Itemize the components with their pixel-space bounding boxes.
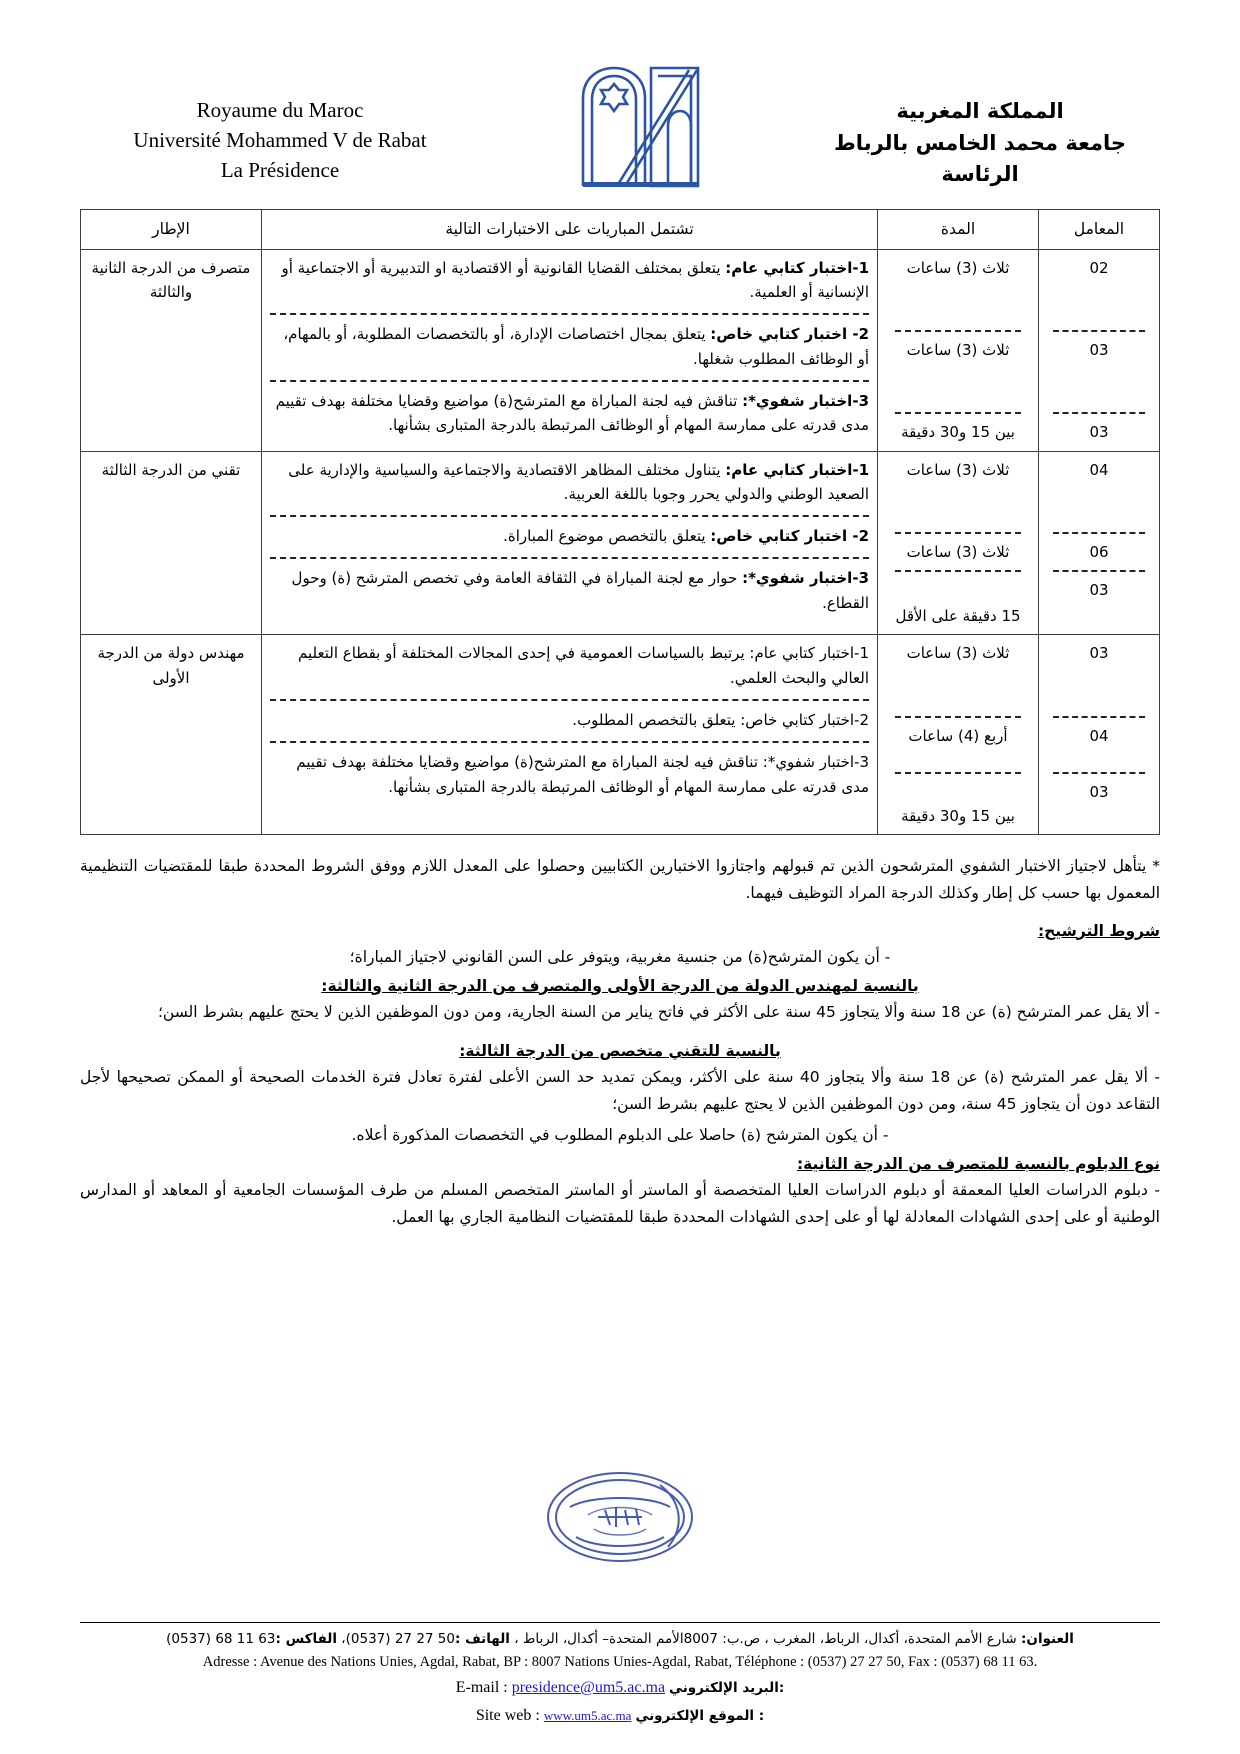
coefficient-value: 04 <box>1089 726 1109 745</box>
coefficient-value: 02 <box>1089 258 1109 277</box>
address-label-ar: العنوان: <box>1021 1631 1074 1648</box>
test-label: 1-اختبار كتابي عام: <box>725 460 869 479</box>
test-body: حوار مع لجنة المباراة في الثقافة العامة وفي تخصص المترشح (ة) وحول القطاع. <box>291 569 869 612</box>
header-duration: المدة <box>878 209 1039 249</box>
coefficient-value: 03 <box>1089 340 1109 359</box>
header-arabic-block <box>800 58 1160 191</box>
tests-cell <box>262 451 878 635</box>
test-body: تناقش فيه لجنة المباراة مع المترشح(ة) مواضيع وقضايا مختلفة بهدف تقييم مدى قدرته على ممارسة المهام أو الوظائف المرتبطة بالدرجة المتبارى بشأنها. <box>296 753 869 796</box>
diploma-text: - دبلوم الدراسات العليا المعمقة أو دبلوم الدراسات العليا المتخصصة أو الماستر أو الماستر المتخصص المسلم من طرف المؤسسات الجامعية أو المعاهد أو المدارس الوطنية أو على إحدى الشهادات المعادلة لها أو على إحدى الشهادات المحددة طبقا للمقتضيات النظامية الجاري بها العمل. <box>80 1181 1160 1227</box>
dashed-separator <box>270 557 869 559</box>
conditions-section <box>80 922 1160 1232</box>
duration-value: بين 15 و30 دقيقة <box>901 423 1015 442</box>
test-item <box>270 389 869 440</box>
fax-label-ar: الفاكس : <box>275 1631 337 1648</box>
diploma-title: نوع الدبلوم بالنسبة للمتصرف من الدرجة الثانية: <box>796 1155 1160 1174</box>
table-header-row <box>81 209 1160 249</box>
dashed-separator <box>895 570 1022 572</box>
email-label-fr: E-mail : <box>455 1679 508 1696</box>
frame-cell: مهندس دولة من الدرجة الأولى <box>81 635 262 835</box>
table-row <box>81 249 1160 451</box>
test-body: يتعلق بمجال اختصاصات الإدارة، أو بالتخصصات المطلوبة، أو بالمهام، أو الوظائف المطلوب شغلها. <box>283 325 869 368</box>
test-body: تناقش فيه لجنة المباراة مع المترشح(ة) مواضيع وقضايا مختلفة بهدف تقييم مدى قدرته على ممارسة المهام أو الوظائف المرتبطة بالدرجة المتبارى بشأنها. <box>275 391 869 435</box>
official-stamp <box>510 1455 730 1585</box>
frame-cell: تقني من الدرجة الثالثة <box>81 451 262 635</box>
test-item <box>270 708 869 734</box>
header-french-block <box>80 58 480 185</box>
duration-cell <box>878 249 1039 451</box>
footer-website-line <box>80 1702 1160 1730</box>
phone-label-ar: الهاتف : <box>454 1631 510 1648</box>
coefficient-cell <box>1039 451 1160 635</box>
table-body <box>81 249 1160 835</box>
conditions-group-subtitle: بالنسبة للتقني متخصص من الدرجة الثالثة: <box>459 1041 781 1060</box>
duration-value: بين 15 و30 دقيقة <box>901 806 1015 825</box>
university-logo <box>550 58 730 189</box>
table-row <box>81 451 1160 635</box>
dashed-separator <box>270 741 869 743</box>
email-link[interactable]: presidence@um5.ac.ma <box>511 1679 666 1696</box>
duration-value: 15 دقيقة على الأقل <box>895 607 1021 626</box>
duration-value: ثلاث (3) ساعات <box>906 542 1010 561</box>
test-body: يتعلق بالتخصص موضوع المباراة. <box>503 527 711 546</box>
test-item <box>270 458 869 509</box>
conditions-group-subtitle: بالنسبة لمهندس الدولة من الدرجة الأولى والمتصرف من الدرجة الثانية والثالثة: <box>321 976 919 995</box>
coefficient-value: 04 <box>1089 460 1109 479</box>
test-body: يرتبط بالسياسات العمومية في إحدى المجالات المختلفة أو بقطاع التعليم العالي والبحث العلمي. <box>298 644 869 687</box>
site-label-ar: الموقع الإلكتروني : <box>635 1708 765 1724</box>
test-label: 2- اختبار كتابي خاص: <box>710 527 869 546</box>
dashed-separator <box>1053 772 1145 774</box>
test-label: 2- اختبار كتابي خاص: <box>710 325 869 344</box>
dashed-separator <box>1053 412 1145 414</box>
dashed-separator <box>270 313 869 315</box>
conditions-title: شروط الترشيح: <box>1037 921 1160 940</box>
dashed-separator <box>1053 330 1145 332</box>
website-link[interactable]: www.um5.ac.ma <box>543 1708 632 1723</box>
frame-cell: متصرف من الدرجة الثانية والثالثة <box>81 249 262 451</box>
fax-value-ar: 63 11 68 (0537) <box>166 1631 276 1648</box>
dashed-separator <box>270 699 869 701</box>
header-fr-line-1: Royaume du Maroc <box>196 98 364 122</box>
coefficient-value: 03 <box>1089 581 1109 600</box>
conditions-group-item: - ألا يقل عمر المترشح (ة) عن 18 سنة وألا يتجاوز 45 سنة على الأكثر في فاتح يناير من السنة الجارية، ومن دون الموظفين الذين لا يحتج عليهم بشرط السن؛ <box>158 1002 1160 1021</box>
dashed-separator <box>1053 532 1145 534</box>
coefficient-cell <box>1039 635 1160 835</box>
oral-exam-footnote: * يتأهل لاجتياز الاختبار الشفوي المترشحون الذين تم قبولهم واجتازوا الاختبارين الكتابيين وحصلوا على المعدل اللازم ووفق الشروط المحددة طبقا للمقتضيات التنظيمية المعمول بها حسب كل إطار وكذلك الدرجة المراد التوظيف فيهما. <box>80 857 1160 903</box>
dashed-separator <box>270 380 869 382</box>
footer-address-arabic <box>80 1629 1160 1651</box>
site-label-fr: Site web : <box>475 1707 540 1724</box>
dashed-separator <box>895 716 1022 718</box>
tests-cell <box>262 249 878 451</box>
coefficient-value: 03 <box>1089 644 1109 663</box>
header-ar-line-3: الرئاسة <box>941 162 1019 186</box>
coefficient-value: 03 <box>1089 423 1109 442</box>
header-fr-line-2: Université Mohammed V de Rabat <box>133 127 427 152</box>
duration-cell <box>878 635 1039 835</box>
test-item <box>270 566 869 617</box>
coefficient-value: 03 <box>1089 782 1109 801</box>
header-fr-line-3: La Présidence <box>220 157 340 182</box>
dashed-separator <box>895 532 1022 534</box>
dashed-separator <box>1053 570 1145 572</box>
exams-table <box>80 209 1160 836</box>
table-row <box>81 635 1160 835</box>
test-label: 3-اختبار شفوي*: <box>742 391 869 410</box>
document-footer <box>80 1622 1160 1730</box>
dashed-separator <box>895 412 1022 414</box>
duration-value: ثلاث (3) ساعات <box>906 340 1010 359</box>
test-label: 1-اختبار كتابي عام: <box>725 258 869 277</box>
test-item <box>270 322 869 373</box>
header-coefficient: المعامل <box>1039 209 1160 249</box>
test-body: يتعلق بالتخصص المطلوب. <box>572 710 741 729</box>
header-ar-line-2: جامعة محمد الخامس بالرباط <box>834 130 1126 155</box>
test-label: 2-اختبار كتابي خاص: <box>740 710 869 729</box>
test-body: يتناول مختلف المظاهر الاقتصادية والاجتماعية والسياسية والإدارية على الصعيد الوطني والدولي يحرر وجوبا باللغة العربية. <box>288 460 869 503</box>
test-label: 1-اختبار كتابي عام: <box>749 644 869 663</box>
test-label: 3-اختبار شفوي*: <box>762 753 869 772</box>
test-body: يتعلق بمختلف القضايا القانونية أو الاقتصادية او التدبيرية أو الاجتماعية أو الإنسانية أو العلمية. <box>281 258 869 301</box>
footer-divider <box>80 1622 1160 1623</box>
address-value-ar: شارع الأمم المتحدة، أكدال، الرباط، المغرب ، ص.ب: 8007الأمم المتحدة– أكدال، الرباط ، <box>514 1631 1022 1648</box>
test-item <box>270 750 869 801</box>
footer-address-french: Adresse : Avenue des Nations Unies, Agdal, Rabat, BP : 8007 Nations Unies-Agdal, Rabat, Téléphone : (0537) 27 27 50, Fax : (0537) 68 11 63. <box>202 1653 1038 1670</box>
dashed-separator <box>1053 716 1145 718</box>
dashed-separator <box>270 515 869 517</box>
footer-email-line <box>80 1674 1160 1702</box>
duration-value: ثلاث (3) ساعات <box>906 644 1010 663</box>
test-item <box>270 524 869 550</box>
duration-value: ثلاث (3) ساعات <box>906 460 1010 479</box>
stamp-icon <box>510 1455 730 1585</box>
duration-value: أربع (4) ساعات <box>908 726 1008 745</box>
test-item <box>270 641 869 692</box>
phone-value-ar: 50 27 27 (0537)، <box>341 1631 455 1648</box>
duration-value: ثلاث (3) ساعات <box>906 258 1010 277</box>
header-frame: الإطار <box>81 209 262 249</box>
conditions-group-item: - أن يكون المترشح (ة) حاصلا على الدبلوم المطلوب في التخصصات المذكورة أعلاه. <box>351 1126 889 1145</box>
conditions-intro: - أن يكون المترشح(ة) من جنسية مغربية، ويتوفر على السن القانوني لاجتياز المباراة؛ <box>349 947 891 966</box>
document-header <box>80 0 1160 191</box>
coefficient-cell <box>1039 249 1160 451</box>
test-label: 3-اختبار شفوي*: <box>742 569 869 588</box>
dashed-separator <box>895 772 1022 774</box>
um5-logo-icon <box>565 64 715 189</box>
test-item <box>270 256 869 307</box>
duration-cell <box>878 451 1039 635</box>
header-ar-line-1: المملكة المغربية <box>896 99 1064 123</box>
header-tests: تشتمل المباريات على الاختبارات التالية <box>262 209 878 249</box>
dashed-separator <box>895 330 1022 332</box>
conditions-group-item: - ألا يقل عمر المترشح (ة) عن 18 سنة وألا يتجاوز 40 سنة على الأكثر، ويمكن تمديد حد السن الأعلى لفترة تعادل فترة الخدمات الصحيحة أو الممكن تصحيحها لأجل التقاعد دون أن يتجاوز 45 سنة، ومن دون الموظفين الذين لا يحتج عليهم بشرط السن؛ <box>80 1067 1160 1113</box>
email-label-ar: البريد الإلكتروني: <box>669 1680 785 1696</box>
tests-cell <box>262 635 878 835</box>
coefficient-value: 06 <box>1089 542 1109 561</box>
